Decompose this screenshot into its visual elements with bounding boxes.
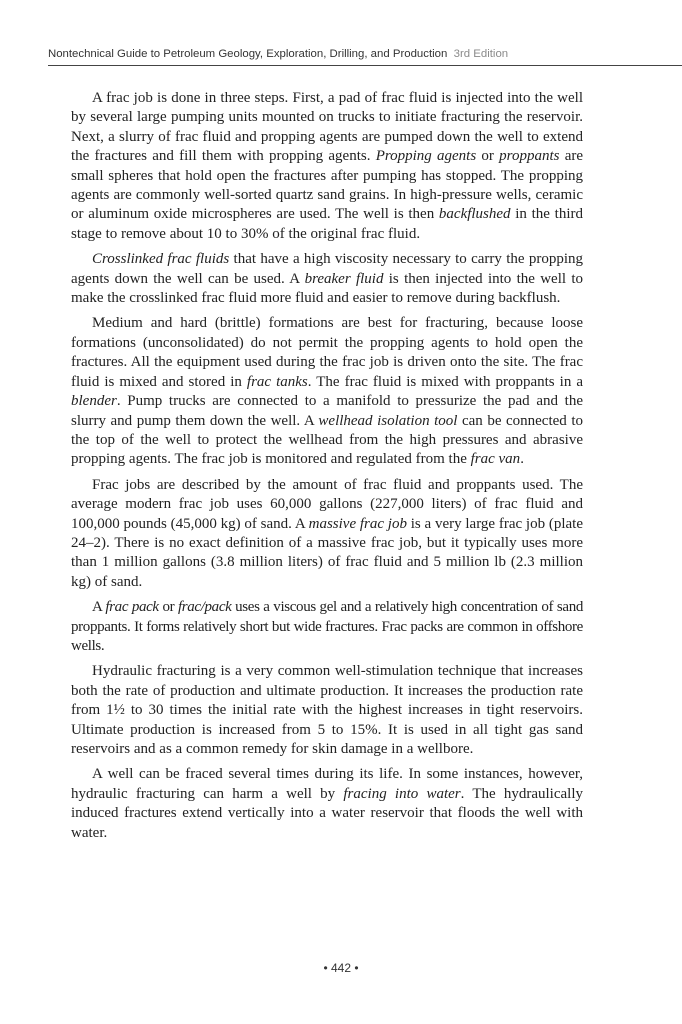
italic-term: frac tanks (246, 373, 308, 390)
text-run: can be connected to the top of the well to protect the wellhead from the high pressures and abrasive propping agents. The frac job is monitored and regulated from the (71, 412, 583, 468)
paragraph (71, 662, 583, 759)
page-number: • 442 • (323, 961, 359, 975)
italic-term: massive frac job (308, 515, 407, 532)
italic-term: frac van (470, 451, 521, 468)
italic-term: backflushed (438, 206, 511, 223)
running-head (48, 48, 682, 60)
text-run: A (92, 599, 106, 616)
italic-term: proppants (499, 148, 560, 165)
text-run: is a very large frac job (plate 24–2). There is no exact definition of a massive frac job, but it typically uses more than 1 million gallons (3.8 million liters) of frac fluid and 5 million lb (2.3 million kg) of sand. (71, 515, 583, 590)
text-run: uses a viscous gel and a relatively high concentration of sand proppants. It forms relatively short but wide fractures. Frac packs are common in offshore wells. (71, 599, 583, 654)
edition-label: 3rd Edition (453, 48, 509, 60)
book-title: Nontechnical Guide to Petroleum Geology, Exploration, Drilling, and Production (48, 48, 448, 60)
text-run: are small spheres that hold open the fractures after pumping has stopped. The propping agents are commonly well-sorted quartz sand grains. In high-pressure wells, ceramic or aluminum oxide microspheres are used. The well is then (71, 148, 584, 223)
text-run: Frac jobs are described by the amount of frac fluid and proppants used. The average modern frac job uses 60,000 gallons (227,000 liters) of frac fluid and 100,000 pounds (45,000 kg) of sand. A (71, 476, 583, 532)
text-run: is then injected into the well to make the crosslinked frac fluid more fluid and easier to remove during backflush. (71, 270, 583, 307)
text-run: . The hydraulically induced fractures extend vertically into a water reservoir that floods the well with water. (71, 785, 583, 841)
italic-term: Propping agents (375, 148, 477, 165)
text-run: A frac job is done in three steps. First, a pad of frac fluid is injected into the well by several large pumping units mounted on trucks to initiate fracturing the reservoir. Next, a slurry of frac fluid and propping agents are pumped down the well to extend the fractures and fill them with propping agents. (71, 90, 583, 165)
paragraph (71, 765, 583, 843)
paragraph (71, 598, 583, 656)
paragraph (71, 250, 583, 308)
italic-term: Crosslinked frac fluids (92, 251, 230, 268)
text-run: Medium and hard (brittle) formations are best for fracturing, because loose formations (unconsolidated) do not permit the propping agents to hold open the fractures. All the equipment used during the frac job is driven onto the site. The frac fluid is mixed and stored in (71, 315, 583, 390)
italic-term: fracing into water (343, 785, 461, 802)
text-run: . The frac fluid is mixed with proppants in a (307, 373, 583, 390)
paragraph (71, 476, 583, 592)
header-rule (48, 65, 682, 66)
text-run: or (476, 148, 500, 165)
italic-term: breaker fluid (304, 270, 384, 287)
text-run: that have a high viscosity necessary to carry the propping agents down the well can be used. A (71, 251, 583, 287)
text-run: . (520, 451, 524, 468)
text-run: A well can be fraced several times during its life. In some instances, however, hydraulic fracturing can harm a well by (71, 766, 583, 802)
paragraph (71, 314, 583, 469)
italic-term: frac/pack (177, 599, 232, 616)
text-run: or (158, 599, 178, 616)
text-run: in the third stage to remove about 10 to 30% of the original frac fluid. (71, 206, 583, 242)
body-text (71, 89, 583, 849)
italic-term: blender (71, 393, 117, 410)
italic-term: wellhead isolation tool (318, 412, 458, 429)
text-run: Hydraulic fracturing is a very common well-stimulation technique that increases both the rate of production and ultimate production. It increases the production rate from 1½ to 30 times the initial rate with the highest increases in tight reservoirs. Ultimate production is increased from 5 to 15%. It is used in all tight gas sand reservoirs and as a common remedy for skin damage in a wellbore. (71, 663, 583, 757)
italic-term: frac pack (105, 599, 159, 616)
text-run: . Pump trucks are connected to a manifold to pressurize the pad and the slurry and pump them down the well. A (71, 393, 583, 429)
paragraph (71, 89, 583, 244)
